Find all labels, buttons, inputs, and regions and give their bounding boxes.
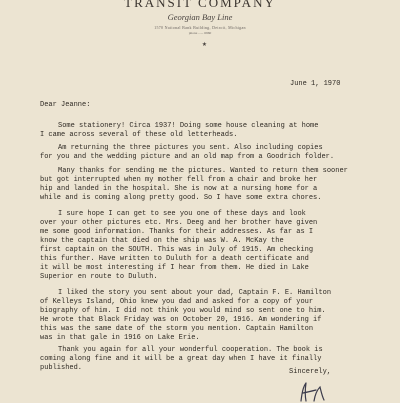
letter-line: me some good information. Thanks for their addresses. As far as I <box>40 228 314 236</box>
letter-line: it will be most interesting if I hear from them. He died in Lake <box>40 264 309 272</box>
letter-line: He wrote that Black Friday was on October 20, 1916. Am wondering if <box>40 316 322 324</box>
letter-line: biography of him. I did not think you would mind so sent one to him. <box>40 307 326 315</box>
company-name: TRANSIT COMPANY <box>124 0 276 10</box>
letter-line: this further. Have written to Duluth for a death certificate and <box>40 255 309 263</box>
company-phone: phone ...... 6960 <box>188 31 212 35</box>
letter-line: Am returning the three pictures you sent. Also including copies <box>58 144 323 152</box>
letter-line: Some stationery! Circa 1937! Doing some house cleaning at home <box>58 122 319 130</box>
letterhead <box>0 0 400 36</box>
letter-line: first captain on the SOUTH. This was in July of 1915. Am checking <box>40 246 314 254</box>
letter-line: Thank you again for all your wonderful cooperation. The book is <box>58 346 323 354</box>
letter-line: over your other pictures etc. Mrs. Deeg and her brother have given <box>40 219 318 227</box>
letter-line: Many thanks for sending me the pictures. Wanted to return them sooner <box>58 167 348 175</box>
letter-greeting: Dear Jeanne: <box>40 101 91 109</box>
letter-line: of Kelleys Island, Ohio knew you dad and asked for a copy of your <box>40 298 314 306</box>
letter-line: hip and landed in the hospital. She is now at a nursing home for a <box>40 185 318 193</box>
letter-line: I liked the story you sent about your dad, Captain F. E. Hamilton <box>58 289 332 297</box>
company-address: 1570 National Bank Building, Detroit, Michigan <box>154 25 246 30</box>
letter-line: published. <box>40 364 83 372</box>
letter-line: coming along fine and it will be a great day when I have it finally <box>40 355 322 363</box>
letter-closing: Sincerely, <box>289 368 332 376</box>
company-subtitle: Georgian Bay Line <box>167 12 233 22</box>
letter-line: this was the same date of the storm you mention. Captain Hamilton <box>40 325 314 333</box>
letter-line: I came across several of these old letterheads. <box>40 131 238 139</box>
letter-line: was in that gale in 1916 on Lake Erie. <box>40 334 200 342</box>
letter-line: but got interrupted when my mother fell from a chair and broke her <box>40 176 318 184</box>
letter-date: June 1, 1970 <box>290 80 341 88</box>
letter-line: know the captain that died on the ship was W. A. McKay the <box>40 237 284 245</box>
letter-line: Superior en route to Duluth. <box>40 273 158 281</box>
star-icon: ★ <box>202 40 207 49</box>
letter-line: while and is coming along pretty good. So I have some extra chores. <box>40 194 322 202</box>
letter-line: for you and the wedding picture and an old map from a Goodrich folder. <box>40 153 335 161</box>
letter-line: I sure hope I can get to see you one of these days and look <box>58 210 306 218</box>
